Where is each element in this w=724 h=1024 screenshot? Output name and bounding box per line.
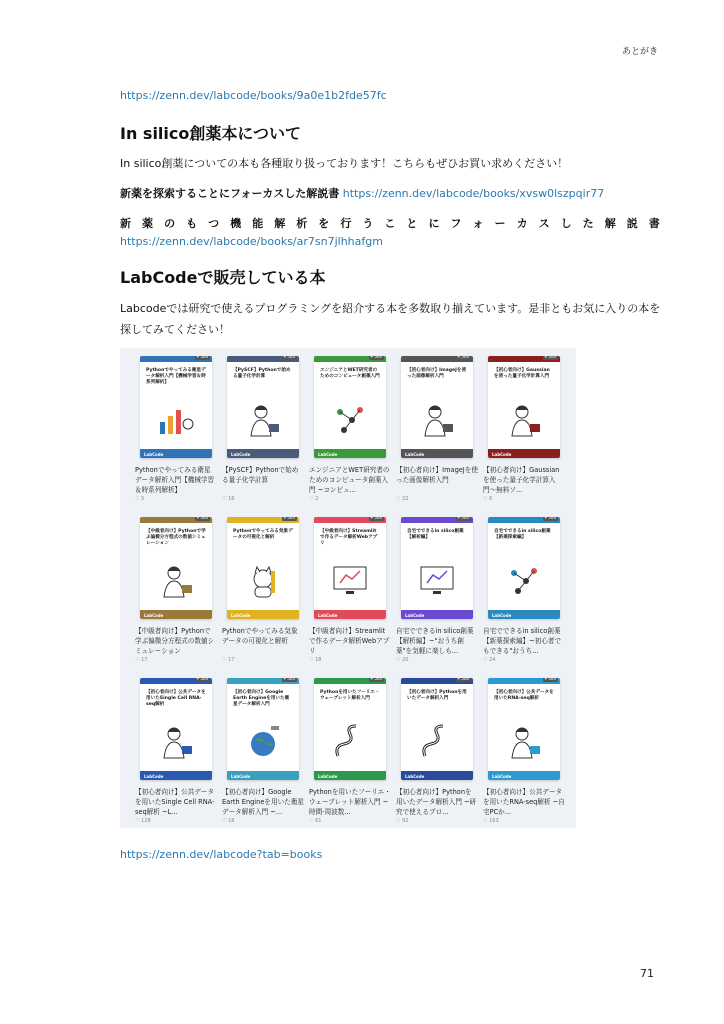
price-badge: ¥ 500	[195, 678, 210, 682]
cover-bottom-band	[140, 610, 212, 619]
cover-title: 自宅でできるin silico創薬【新薬探索編】	[494, 529, 551, 540]
item-2-label-char: ス	[538, 217, 550, 230]
price-badge: ¥ 500	[282, 678, 297, 682]
like-count-value: 6	[489, 496, 493, 502]
item-2-label-char: ォ	[472, 217, 484, 230]
item-2-label-char: 析	[296, 217, 308, 230]
item-1-label: 新薬を探索することにフォーカスした解説書	[120, 187, 340, 200]
book-card[interactable]	[396, 678, 478, 824]
price-badge: ¥ 500	[456, 678, 471, 682]
item-2-label-char: 解	[274, 217, 286, 230]
like-count	[483, 818, 565, 824]
cover-illustration	[330, 561, 370, 601]
book-cover[interactable]	[488, 517, 560, 619]
heart-icon: ♡	[396, 657, 403, 663]
cover-bottom-band	[227, 449, 299, 458]
book-title[interactable]: Pythonを用いたフーリエ・ウェーブレット解析入門 ~時間-周波数...	[309, 788, 391, 816]
price-badge: ¥ 500	[282, 517, 297, 521]
like-count	[309, 496, 391, 502]
like-count	[135, 818, 217, 824]
heart-icon: ♡	[309, 657, 316, 663]
item-2-label-char: 説	[626, 217, 638, 230]
like-count	[396, 818, 478, 824]
heart-icon: ♡	[483, 657, 490, 663]
section-title-labcode: LabCodeで販売している本	[120, 268, 326, 287]
book-title[interactable]: 【初心者向け】公共データを用いたRNA-seq解析 ~自宅PCか...	[483, 788, 565, 816]
like-count-value: 22	[402, 496, 409, 502]
cover-bottom-band	[314, 771, 386, 780]
book-title[interactable]: Pythonでやってみる衛星データ解析入門【機械学習＆時系列解析】	[135, 466, 215, 494]
book-card[interactable]	[483, 517, 565, 663]
book-cover[interactable]	[488, 678, 560, 780]
item-2-label-char: 薬	[142, 217, 154, 230]
cover-bottom-band	[314, 449, 386, 458]
cover-brand: LabCode	[405, 774, 425, 779]
like-count-value: 61	[315, 818, 322, 824]
cover-illustration	[417, 722, 457, 762]
labcode-body-line-2: 探してみてください！	[120, 323, 230, 336]
cover-title: 自宅でできるin silico創薬【解析編】	[407, 529, 464, 540]
heart-icon: ♡	[135, 818, 142, 824]
like-count-value: 17	[228, 657, 235, 663]
cover-brand: LabCode	[318, 613, 338, 618]
heart-icon: ♡	[483, 496, 490, 502]
heart-icon: ♡	[135, 496, 142, 502]
cover-illustration	[417, 400, 457, 440]
like-count	[135, 496, 217, 502]
cover-bottom-band	[488, 771, 560, 780]
price-badge: ¥ 500	[456, 517, 471, 521]
item-2-label-char: カ	[516, 217, 528, 230]
item-2-label-char: し	[560, 217, 572, 230]
cover-illustration	[330, 400, 370, 440]
item-2-label-char: ー	[494, 217, 506, 230]
like-count-value: 24	[489, 657, 496, 663]
cover-brand: LabCode	[405, 452, 425, 457]
book-cover[interactable]	[488, 356, 560, 458]
cover-bottom-band	[227, 771, 299, 780]
item-2-label-char: う	[362, 217, 374, 230]
book-cover[interactable]	[140, 356, 212, 458]
item-2-label-char: 解	[604, 217, 616, 230]
book-title[interactable]: 【初心者向け】Google Earth Engineを用いた衛星データ解析入門 ~...	[222, 788, 304, 816]
cover-title: 【初心者向け】公共データを用いたSingle Cell RNA-seq解析	[146, 690, 206, 707]
insilico-item-1	[120, 183, 604, 204]
like-count	[222, 496, 304, 502]
like-count-value: 18	[228, 818, 235, 824]
book-card[interactable]	[135, 678, 217, 824]
price-badge: ¥ 500	[369, 517, 384, 521]
cover-brand: LabCode	[144, 613, 164, 618]
cover-title: Pythonでやってみる気象データの可視化と解析	[233, 529, 293, 540]
book-title[interactable]: 【初心者向け】ImageJを使った画像解析入門	[396, 466, 478, 484]
book-card[interactable]	[222, 678, 304, 824]
cover-bottom-band	[488, 449, 560, 458]
book-cover[interactable]	[227, 356, 299, 458]
heart-icon: ♡	[222, 657, 229, 663]
cover-bottom-band	[140, 771, 212, 780]
book-card[interactable]	[222, 356, 304, 502]
item-2-label-char: 能	[252, 217, 264, 230]
cover-illustration	[243, 561, 283, 601]
book-card[interactable]	[483, 356, 565, 502]
insilico-item-2	[120, 215, 660, 248]
book-card[interactable]	[396, 356, 478, 502]
cover-bottom-band	[401, 449, 473, 458]
book-cover[interactable]	[314, 356, 386, 458]
running-head: あとがき	[621, 47, 658, 57]
cover-brand: LabCode	[318, 774, 338, 779]
book-catalog-screenshot	[120, 348, 576, 828]
book-cover[interactable]	[314, 678, 386, 780]
cover-illustration	[156, 400, 196, 440]
item-2-label-char: フ	[450, 217, 462, 230]
book-title[interactable]: Pythonでやってみる気象データの可視化と解析	[222, 627, 298, 645]
item-1-link[interactable]: https://zenn.dev/labcode/books/xvsw0lszpqir77	[342, 187, 605, 200]
book-card[interactable]	[222, 517, 304, 663]
book-cover[interactable]	[140, 678, 212, 780]
item-2-label-char: に	[428, 217, 440, 230]
like-count	[483, 496, 565, 502]
heart-icon: ♡	[396, 496, 403, 502]
like-count-value: 18	[315, 657, 322, 663]
books-list-link[interactable]: https://zenn.dev/labcode?tab=books	[120, 848, 323, 861]
book-title[interactable]: 【初心者向け】Gaussianを使った量子化学計算入門〜無料ソ...	[483, 466, 560, 494]
book-card[interactable]	[309, 678, 391, 824]
item-2-label-char: 機	[230, 217, 242, 230]
item-2-label-char: た	[582, 217, 594, 230]
heart-icon: ♡	[396, 818, 403, 824]
cover-illustration	[504, 722, 544, 762]
like-count	[222, 657, 304, 663]
cover-illustration	[243, 722, 283, 762]
page-number: 71	[640, 967, 654, 980]
cover-brand: LabCode	[318, 452, 338, 457]
cover-title: 【初心者向け】ImageJを使った画像解析入門	[407, 368, 467, 379]
book-cover[interactable]	[227, 517, 299, 619]
cover-bottom-band	[488, 610, 560, 619]
like-count	[396, 496, 478, 502]
price-badge: ¥ 500	[282, 356, 297, 360]
cover-brand: LabCode	[405, 613, 425, 618]
like-count-value: 2	[315, 496, 319, 502]
book-card[interactable]	[309, 356, 391, 502]
item-2-label-char: と	[406, 217, 418, 230]
item-2-label-char: 行	[340, 217, 352, 230]
book-title[interactable]: 【初心者向け】公共データを用いたSingle Cell RNA-seq解析 ~L...	[135, 788, 215, 816]
cover-title: 【中級者向け】Pythonで学ぶ偏微分方程式の数値シミュレーション	[146, 529, 206, 546]
item-2-label-char: こ	[384, 217, 396, 230]
cover-brand: LabCode	[492, 452, 512, 457]
cover-title: 【初心者向け】Google Earth Engineを用いた衛星データ解析入門	[233, 690, 290, 707]
cover-bottom-band	[140, 449, 212, 458]
price-badge: ¥ 500	[543, 517, 558, 521]
cover-illustration	[330, 722, 370, 762]
labcode-body	[120, 298, 665, 340]
cover-brand: LabCode	[231, 613, 251, 618]
like-count	[483, 657, 565, 663]
cover-brand: LabCode	[144, 774, 164, 779]
like-count-value: 128	[141, 818, 151, 824]
like-count-value: 163	[489, 818, 499, 824]
cover-brand: LabCode	[144, 452, 164, 457]
book-cover[interactable]	[401, 356, 473, 458]
like-count	[396, 657, 478, 663]
insilico-intro: In silico創薬についての本も各種取り扱っております！こちらもぜひお買い求めください！	[120, 157, 569, 170]
item-2-label-char: 書	[648, 217, 660, 230]
book-card[interactable]	[396, 517, 478, 663]
book-card[interactable]	[483, 678, 565, 824]
price-badge: ¥ 500	[543, 356, 558, 360]
cover-illustration	[243, 400, 283, 440]
book-cover[interactable]	[314, 517, 386, 619]
cover-title: 【PySCF】Pythonで始める量子化学計算	[233, 368, 291, 379]
cover-brand: LabCode	[231, 774, 251, 779]
cover-bottom-band	[401, 771, 473, 780]
heart-icon: ♡	[135, 657, 142, 663]
cover-bottom-band	[401, 610, 473, 619]
price-badge: ¥ 500	[456, 356, 471, 360]
book-card[interactable]	[135, 517, 217, 663]
heart-icon: ♡	[309, 496, 316, 502]
item-2-label-char: を	[318, 217, 330, 230]
price-badge: ¥ 500	[195, 517, 210, 521]
like-count-value: 92	[402, 818, 409, 824]
book-title[interactable]: 自宅でできるin silico創薬【新薬探索編】~初心者でもできる"おうち...	[483, 627, 562, 655]
book-cover[interactable]	[401, 678, 473, 780]
cover-title: Pythonでやってみる衛星データ解析入門【機械学習＆時系列解析】	[146, 368, 206, 385]
book-cover[interactable]	[227, 678, 299, 780]
like-count-value: 17	[141, 657, 148, 663]
like-count	[309, 818, 391, 824]
like-count	[135, 657, 217, 663]
price-badge: ¥ 500	[195, 356, 210, 360]
book-title[interactable]: 【中級者向け】Pythonで学ぶ偏微分方程式の数値シミュレーション	[135, 627, 215, 655]
like-count-value: 5	[141, 496, 145, 502]
item-2-label-char: も	[186, 217, 198, 230]
book-card[interactable]	[309, 517, 391, 663]
heart-icon: ♡	[222, 496, 229, 502]
book-title[interactable]: 【中級者向け】Streamlitで作るデータ解析Webアプリ	[309, 627, 390, 655]
cover-bottom-band	[314, 610, 386, 619]
heart-icon: ♡	[309, 818, 316, 824]
item-2-link[interactable]: https://zenn.dev/labcode/books/ar7sn7jlhhafgm	[120, 235, 383, 248]
book-card[interactable]	[135, 356, 217, 502]
item-2-label	[120, 215, 660, 231]
price-badge: ¥ 500	[369, 356, 384, 360]
cover-title: 【初心者向け】Gaussianを使った量子化学計算入門	[494, 368, 550, 379]
cover-title: 【初心者向け】Pythonを用いたデータ解析入門	[407, 690, 467, 701]
cover-illustration	[504, 400, 544, 440]
cover-brand: LabCode	[492, 774, 512, 779]
item-2-label-char: 新	[120, 217, 131, 230]
cover-brand: LabCode	[231, 452, 251, 457]
top-book-link[interactable]: https://zenn.dev/labcode/books/9a0e1b2fde57fc	[120, 89, 387, 102]
price-badge: ¥ 500	[369, 678, 384, 682]
like-count	[222, 818, 304, 824]
cover-brand: LabCode	[492, 613, 512, 618]
cover-title: 【中級者向け】Streamlitで作るデータ解析Webアプリ	[320, 529, 378, 546]
heart-icon: ♡	[483, 818, 490, 824]
cover-title: 【初心者向け】公共データを用いたRNA-seq解析	[494, 690, 554, 701]
like-count	[309, 657, 391, 663]
book-title[interactable]: 【初心者向け】Pythonを用いたデータ解析入門 ~研究で使えるプロ...	[396, 788, 477, 816]
cover-bottom-band	[227, 610, 299, 619]
heart-icon: ♡	[222, 818, 229, 824]
section-title-insilico: In silico創薬本について	[120, 124, 302, 143]
cover-title: Pythonを用いたフーリエ・ウェーブレット解析入門	[320, 690, 380, 701]
cover-illustration	[156, 722, 196, 762]
cover-illustration	[417, 561, 457, 601]
book-title[interactable]: 【PySCF】Pythonで始める量子化学計算	[222, 466, 299, 484]
book-title[interactable]: 自宅でできるin silico創薬【解析編】~"おうち創薬"を気軽に楽しも...	[396, 627, 474, 655]
book-cover[interactable]	[401, 517, 473, 619]
item-2-label-char: の	[164, 217, 176, 230]
like-count-value: 20	[402, 657, 409, 663]
cover-illustration	[156, 561, 196, 601]
price-badge: ¥ 500	[543, 678, 558, 682]
cover-title: エンジニアとWET研究者のためのコンピュータ創薬入門	[320, 368, 380, 379]
labcode-body-line-1: Labcodeでは研究で使えるプログラミングを紹介する本を多数取り揃えています。是非ともお気に入りの本を	[120, 302, 661, 315]
book-cover[interactable]	[140, 517, 212, 619]
cover-illustration	[504, 561, 544, 601]
book-title[interactable]: エンジニアとWET研究者のためのコンピュータ創薬入門 ~コンピュ...	[309, 466, 390, 494]
item-2-label-char: つ	[208, 217, 220, 230]
like-count-value: 16	[228, 496, 235, 502]
